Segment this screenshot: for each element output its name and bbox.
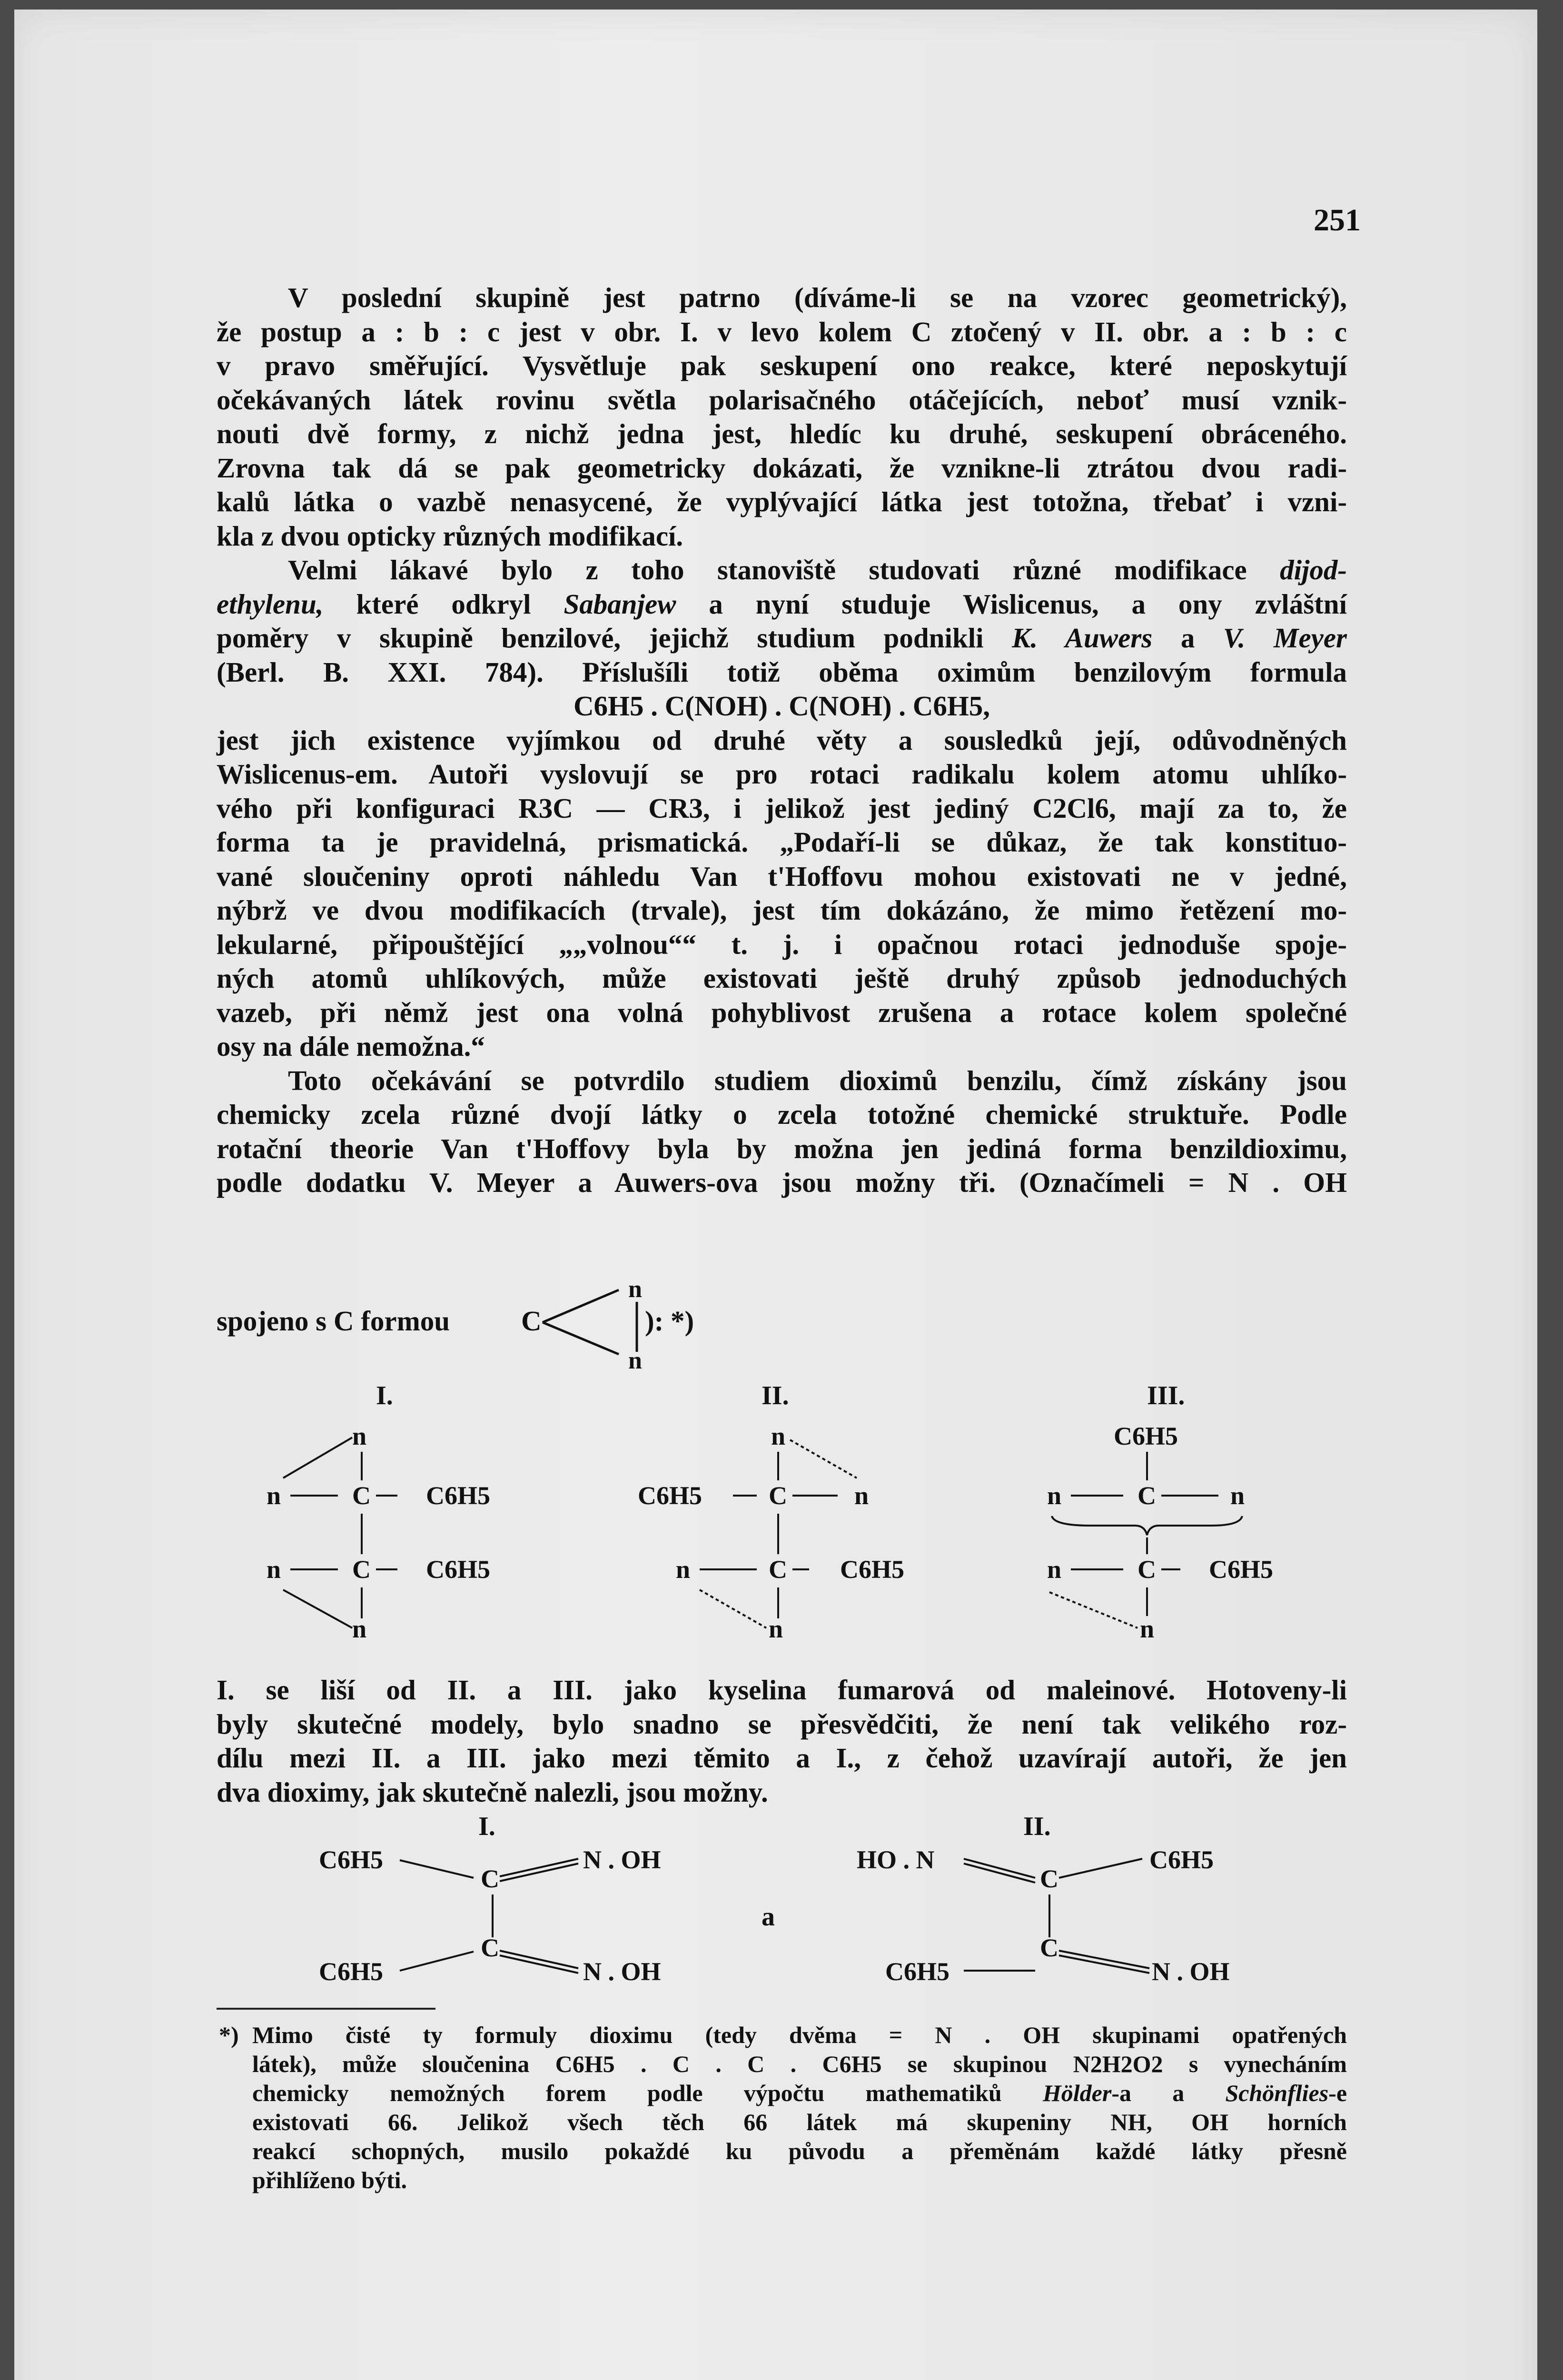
svg-text:n: n [676,1555,691,1584]
footnote-mark: *) [219,2022,239,2048]
svg-text:HO . N: HO . N [857,1845,935,1874]
svg-text:n: n [854,1481,869,1510]
paragraph-2: Velmi lákavé bylo z toho stanoviště studovati různé modifikace dijod- ethylenu, které odkryl Sabanjew a nyní studuje Wislicenus, a ony zvláštní poměry v skupině benzilové, jejichž studium podnikli K. Auwers a V. Meyer (Berl. B. XXI. 784). Příslušíli totiž oběma oximům benzilovým formula C6H5 . C(NOH) . C(NOH) . C6H5, jest jich existence vyjímkou od druhé věty a sousledků její, odůvodněných Wislicenus-em. Autoři vyslovují se pro rotaci radikalu kolem atomu uhlíko- vého při konfiguraci R3C — CR3, i jelikož jest jediný C2Cl6, mají za to, že forma ta je pravidelná, prismatická. „Podaří-li se důkaz, že tak konstituo- vané sloučeniny oproti náhledu Van t'Hoffovu mohou existovati ne v jedné, nýbrž ve dvou modifikacích (trvale), jest tím dokázáno, že mimo řetězení mo- lekularné, připouštějící „„volnou““ t. j. i opačnou rotaci jednoduše spoje- ných atomů uhlíkových, může existovati ještě druhý způsob jednoduchých vazeb, při němž jest ona volná pohyblivost zrušena a rotace kolem společné osy na dále nemožna.“ [217,554,1347,1062]
svg-text:C: C [521,1305,542,1337]
benzil-oxime-formula: C6H5 . C(NOH) . C(NOH) . C6H5, [573,690,990,722]
svg-text:C6H5: C6H5 [319,1845,383,1874]
svg-text:I.: I. [376,1381,393,1410]
svg-text:C6H5: C6H5 [840,1555,904,1584]
footnote-rule [217,2008,435,2010]
svg-text:C6H5: C6H5 [319,1957,383,1986]
svg-text:N . OH: N . OH [583,1845,661,1874]
svg-text:C: C [1138,1555,1156,1584]
footnote: *) Mimo čisté ty formuly dioximu (tedy dvěma = N . OH skupinami opatřených látek), může sloučenina C6H5 . C . C . C6H5 se skupinou N2H2O2 s vynecháním chemicky nemožných forem podle výpočtu mathematiků Hölder-a a Schönflies-e existovati 66. Jelikož všech těch 66 látek má skupeniny NH, OH horních reakcí schopných, musilo pokaždé ku původu a přeměnám každé látky přesně přihlíženo býti. [219,2022,1347,2193]
dioxime-I [319,1812,661,1986]
svg-text:C6H5: C6H5 [638,1481,702,1510]
svg-text:III.: III. [1147,1381,1185,1410]
svg-text:C: C [481,1864,499,1893]
svg-text:C: C [352,1481,371,1510]
svg-text:C6H5: C6H5 [1114,1422,1178,1450]
svg-text:C6H5: C6H5 [1149,1845,1214,1874]
svg-text:C: C [769,1555,787,1584]
svg-text:n: n [771,1422,786,1450]
paragraph-1: V poslední skupině jest patrno (díváme-li se na vzorec geometrický), že postup a : b : c jest v obr. I. v levo kolem C ztočený v II. obr. a : b : c v pravo směřující. Vysvětluje pak seskupení ono reakce, které neposkytují očekávaných látek rovinu světla polarisačného otáčejících, neboť musí vznik- nouti dvě formy, z nichž jedna jest, hledíc ku druhé, seskupení obráceného. Zrovna tak dá se pak geometricky dokázati, že vznikne-li ztrátou dvou radi- kalů látka o vazbě nenasycené, že vyplývající látka jest totožna, třebať i vzni- kla z dvou opticky různých modifikací. [217,282,1347,552]
svg-text:C: C [769,1481,787,1510]
svg-text:n: n [1140,1615,1155,1643]
svg-text:C6H5: C6H5 [426,1555,490,1584]
svg-text:n: n [267,1555,281,1584]
page-number: 251 [1314,203,1361,238]
paragraph-4: I. se liší od II. a III. jako kyselina fumarová od maleinové. Hotoveny-li byly skutečné modely, bylo snadno se přesvědčiti, že není tak velikého roz- dílu mezi II. a III. jako mezi těmito a I., z čehož uzavírají autoři, že jen dva dioximy, jak skutečně nalezli, jsou možny. [217,1674,1347,1808]
svg-text:n: n [628,1347,642,1374]
svg-text:C6H5: C6H5 [1209,1555,1273,1584]
and-connector: a [762,1902,775,1932]
svg-text:C: C [1040,1864,1058,1893]
svg-text:n: n [628,1276,642,1303]
svg-text:C: C [481,1934,499,1962]
svg-text:C: C [352,1555,371,1584]
svg-text:n: n [352,1422,367,1450]
svg-text:C6H5: C6H5 [426,1481,490,1510]
svg-text:II.: II. [762,1381,789,1410]
svg-text:n: n [352,1615,367,1643]
svg-text:I.: I. [478,1812,495,1841]
svg-text:C: C [1040,1934,1058,1962]
dioxime-II [857,1812,1230,1986]
svg-text:n: n [1047,1481,1062,1510]
svg-text:II.: II. [1023,1812,1051,1841]
svg-text:N . OH: N . OH [583,1957,661,1986]
svg-text:n: n [267,1481,281,1510]
svg-text:C6H5: C6H5 [885,1957,950,1986]
svg-text:): *): ): *) [645,1305,694,1337]
paragraph-3: Toto očekávání se potvrdilo studiem dioximů benzilu, čímž získány jsou chemicky zcela různé dvojí látky o zcela totožné chemické struktuře. Podle rotační theorie Van t'Hoffovy byla by možna jen jediná forma benzildioximu, podle dodatku V. Meyer a Auwers-ova jsou možny tři. (Označímeli = N . OH [217,1064,1347,1198]
svg-text:n: n [1230,1481,1245,1510]
svg-text:N . OH: N . OH [1152,1957,1230,1986]
svg-text:n: n [769,1615,783,1643]
svg-text:C: C [1138,1481,1156,1510]
svg-text:spojeno s C formou: spojeno s C formou [217,1305,450,1337]
svg-text:n: n [1047,1555,1062,1584]
